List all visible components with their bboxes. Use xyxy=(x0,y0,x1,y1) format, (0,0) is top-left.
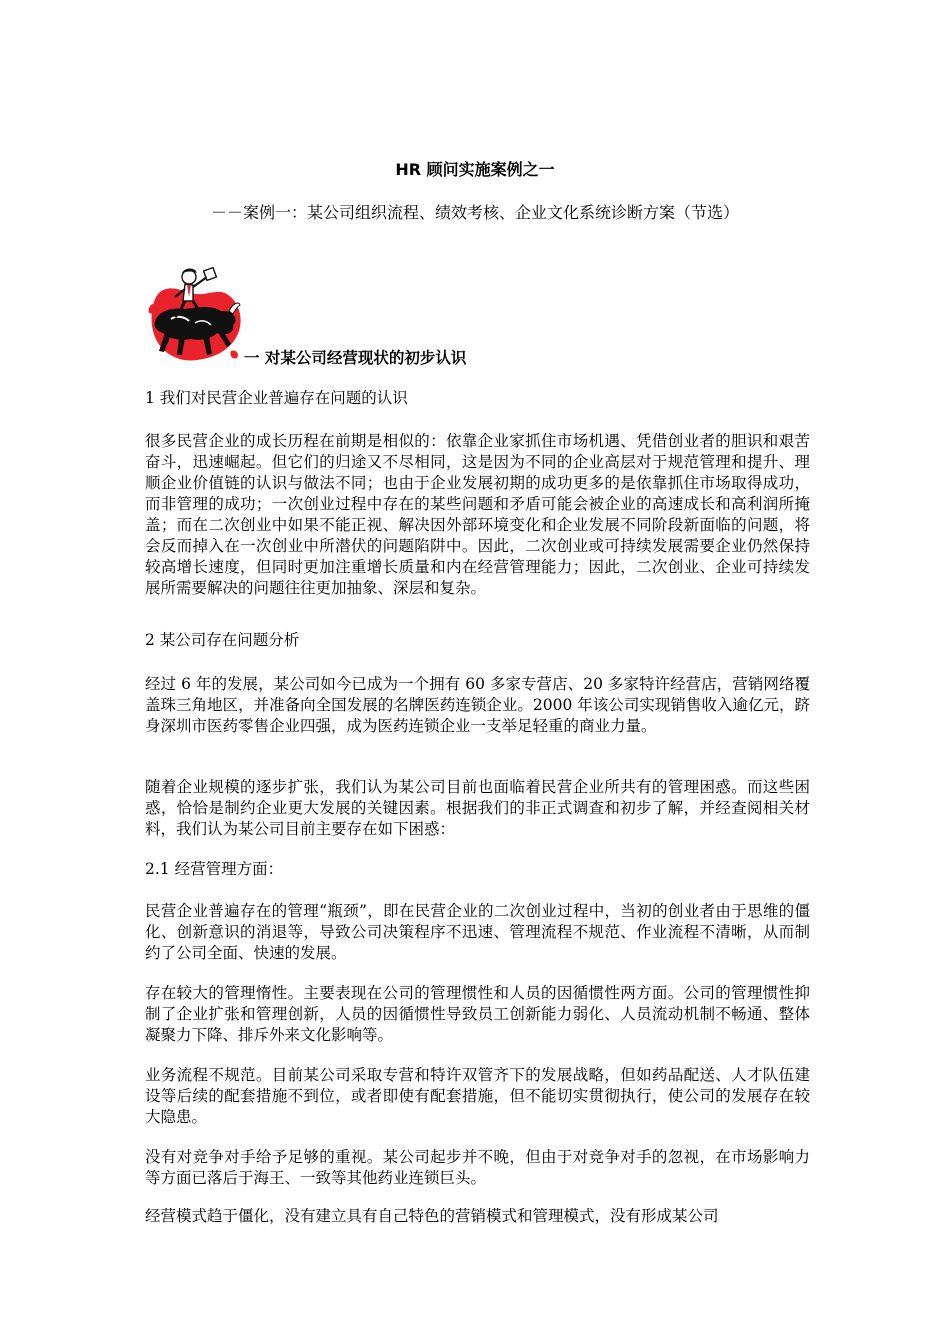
subheading-2: 2 某公司存在问题分析 xyxy=(145,631,300,649)
paragraph-4: 民营企业普遍存在的管理“瓶颈”，即在民营企业的二次创业过程中，当初的创业者由于思维的僵化、创新意识的消退等，导致公司决策程序不迅速、管理流程不规范、作业流程不清晰，从而制约了公司全面、快速的发展。 xyxy=(145,902,810,962)
paragraph-7: 没有对竞争对手给予足够的重视。某公司起步并不晚，但由于对竞争对手的忽视，在市场影响力等方面已落后于海王、一致等其他药业连锁巨头。 xyxy=(145,1148,810,1187)
bull-rider-illustration-icon xyxy=(145,263,241,365)
subheading-1: 1 我们对民营企业普遍存在问题的认识 xyxy=(145,389,408,407)
document-title: HR 顾问实施案例之一 xyxy=(395,160,555,179)
document-subtitle: －－案例一：某公司组织流程、绩效考核、企业文化系统诊断方案（节选） xyxy=(210,203,739,222)
paragraph-6: 业务流程不规范。目前某公司采取专营和特许双管齐下的发展战略，但如药品配送、人才队伍建设等后续的配套措施不到位，或者即使有配套措施，但不能切实贯彻执行，使公司的发展存在较大隐患。 xyxy=(145,1066,810,1126)
paragraph-5: 存在较大的管理惰性。主要表现在公司的管理惯性和人员的因循惯性两方面。公司的管理惯性抑制了企业扩张和管理创新，人员的因循惯性导致员工创新能力弱化、人员流动机制不畅通、整体凝聚力下降、排斥外来文化影响等。 xyxy=(145,984,810,1044)
paragraph-3: 随着企业规模的逐步扩张，我们认为某公司目前也面临着民营企业所共有的管理困惑。而这些困惑，恰恰是制约企业更大发展的关键因素。根据我们的非正式调查和初步了解，并经查阅相关材料，我们认为某公司目前主要存在如下困惑： xyxy=(145,778,810,838)
paragraph-1: 很多民营企业的成长历程在前期是相似的：依靠企业家抓住市场机遇、凭借创业者的胆识和艰苦奋斗，迅速崛起。但它们的归途又不尽相同，这是因为不同的企业高层对于规范管理和提升、理顺企业价值链的认识与做法不同；也由于企业发展初期的成功更多的是依靠抓住市场取得成功，而非管理的成功；一次创业过程中存在的某些问题和矛盾可能会被企业的高速成长和高利润所掩盖；而在二次创业中如果不能正视、解决因外部环境变化和企业发展不同阶段新面临的问题，将会反而掉入在一次创业中所潜伏的问题陷阱中。因此，二次创业或可持续发展需要企业仍然保持较高增长速度，但同时更加注重增长质量和内在经营管理能力；因此，二次创业、企业可持续发展所需要解决的问题往往更加抽象、深层和复杂。 xyxy=(145,432,810,597)
section-heading: 一 对某公司经营现状的初步认识 xyxy=(244,349,467,367)
paragraph-8: 经营模式趋于僵化，没有建立具有自己特色的营销模式和管理模式，没有形成某公司 xyxy=(145,1207,719,1225)
subheading-2-1: 2.1 经营管理方面： xyxy=(145,860,284,878)
paragraph-2: 经过 6 年的发展，某公司如今已成为一个拥有 60 多家专营店、20 多家特许经营店，营销网络覆盖珠三角地区，并准备向全国发展的名牌医药连锁企业。2000 年该公司实现销售收入逾亿元，跻身深圳市医药零售企业四强，成为医药连锁企业一支举足轻重的商业力量。 xyxy=(145,675,810,735)
